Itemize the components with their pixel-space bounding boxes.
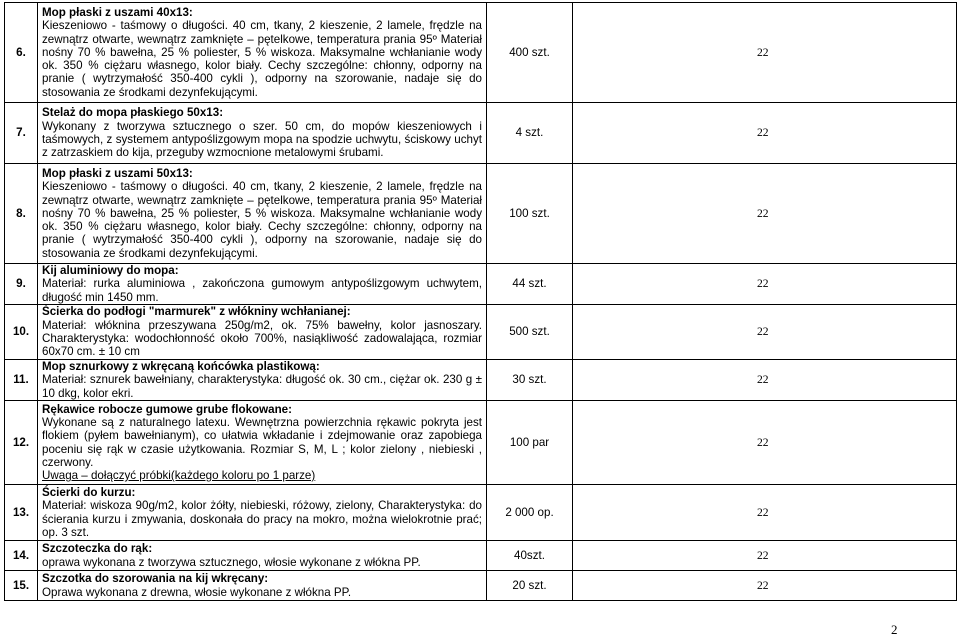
quantity-cell: 44 szt.: [487, 264, 573, 305]
table-row: [5, 103, 957, 164]
product-name: Kij aluminiowy do mopa:: [42, 264, 179, 278]
row-number: 12.: [5, 401, 38, 485]
product-details: Materiał: włóknina przeszywana 250g/m2, ok. 75% bawełny, kolor jasnoszary. Charakterystyka: wodochłonność około 700%, nasiąkliwość zadowalająca, rozmiar 60x70 cm. ± 10 cm: [42, 318, 482, 359]
product-name: Szczoteczka do rąk:: [42, 542, 153, 556]
quantity-cell: 100 par: [487, 401, 573, 485]
row-number: 15.: [5, 571, 38, 601]
product-details: Wykonany z tworzywa sztucznego o szer. 50 cm, do mopów kieszeniowych i taśmowych, z systemem antypoślizgowym mopa na spodzie uchwytu, ściskowy uchyt z zatrzaskiem do kija, przeguby wzmocnione metalowymi śrubami.: [42, 119, 482, 160]
value-cell: [573, 305, 957, 360]
sample-note: Uwaga – dołączyć próbki(każdego koloru po 1 parze): [42, 469, 316, 483]
value-cell: [573, 541, 957, 571]
value-cell: [573, 571, 957, 601]
row-number: 14.: [5, 541, 38, 571]
product-description: [38, 541, 487, 571]
table-row: [5, 485, 957, 541]
value-cell: [573, 360, 957, 401]
row-number: 7.: [5, 103, 38, 164]
product-description: [38, 103, 487, 164]
row-number: 8.: [5, 164, 38, 264]
product-name: Mop sznurkowy z wkręcaną końcówka plastikową:: [42, 360, 320, 374]
value-text: 22: [757, 548, 769, 562]
page-number: 2: [891, 622, 898, 637]
value-text: 22: [757, 277, 769, 291]
table-row: [5, 541, 957, 571]
quantity-cell: 400 szt.: [487, 3, 573, 103]
product-details: Materiał: sznurek bawełniany, charakterystyka: długość ok. 30 cm., ciężar ok. 230 g ± 10 dkg, kolor ekri.: [42, 373, 482, 400]
product-name: Stelaż do mopa płaskiego 50x13:: [42, 106, 224, 120]
value-cell: [573, 3, 957, 103]
quantity-cell: 4 szt.: [487, 103, 573, 164]
table-row: [5, 360, 957, 401]
table-row: [5, 164, 957, 264]
product-description: [38, 264, 487, 305]
product-name: Ścierki do kurzu:: [42, 485, 136, 499]
product-name: Rękawice robocze gumowe grube flokowane:: [42, 402, 292, 416]
value-text: 22: [757, 325, 769, 339]
row-number: 13.: [5, 485, 38, 541]
value-text: 22: [757, 373, 769, 387]
product-details: Oprawa wykonana z drewna, włosie wykonane z włókna PP.: [42, 585, 352, 599]
product-details: Wykonane są z naturalnego latexu. Wewnętrzna powierzchnia rękawic pokryta jest flokiem (pyłem bawełnianym), co ułatwia wkładanie i zdejmowanie oraz zapobiega poceniu się rąk w czasie użytkowania. Rozmiar S, M, L ; kolor zielony , niebieski , czerwony.: [42, 415, 482, 469]
product-description: [38, 360, 487, 401]
quantity-cell: 30 szt.: [487, 360, 573, 401]
product-spec-table: [4, 2, 957, 601]
product-description: [38, 305, 487, 360]
value-cell: [573, 401, 957, 485]
value-text: 22: [757, 206, 769, 220]
value-cell: [573, 264, 957, 305]
value-cell: [573, 164, 957, 264]
quantity-cell: 2 000 op.: [487, 485, 573, 541]
quantity-cell: 40szt.: [487, 541, 573, 571]
value-text: 22: [757, 435, 769, 449]
product-name: Ścierka do podłogi "marmurek" z włókniny wchłanianej:: [42, 305, 351, 319]
value-text: 22: [757, 45, 769, 59]
table-row: [5, 401, 957, 485]
quantity-cell: 100 szt.: [487, 164, 573, 264]
row-number: 11.: [5, 360, 38, 401]
row-number: 9.: [5, 264, 38, 305]
table-row: [5, 571, 957, 601]
row-number: 6.: [5, 3, 38, 103]
product-description: [38, 485, 487, 541]
product-details: oprawa wykonana z tworzywa sztucznego, włosie wykonane z włókna PP.: [42, 555, 421, 569]
value-text: 22: [757, 126, 769, 140]
value-cell: [573, 485, 957, 541]
table-row: [5, 3, 957, 103]
product-name: Mop płaski z uszami 50x13:: [42, 166, 193, 180]
product-name: Mop płaski z uszami 40x13:: [42, 5, 193, 19]
product-details: Materiał: rurka aluminiowa , zakończona gumowym antypoślizgowym uchwytem, długość min 1450 mm.: [42, 277, 482, 304]
quantity-cell: 500 szt.: [487, 305, 573, 360]
value-text: 22: [757, 578, 769, 592]
value-cell: [573, 103, 957, 164]
product-description: [38, 3, 487, 103]
product-details: Kieszeniowo - taśmowy o długości. 40 cm, tkany, 2 kieszenie, 2 lamele, frędzle na zewnątrz otwarte, wewnątrz zamknięte – pętelkowe, temperatura prania 95º Materiał nośny 70 % bawełna, 25 % poliester, 5 % wiskoza. Maksymalne wchłanianie wody ok. 350 % ciężaru własnego, kolor biały. Cechy szczególne: chłonny, odporny na pranie ( wytrzymałość 350-400 cykli ), odporny na szorowanie, nadaje się do stosowania ze środkami dezynfekującymi.: [42, 19, 482, 99]
table-row: [5, 264, 957, 305]
table-row: [5, 305, 957, 360]
value-text: 22: [757, 505, 769, 519]
product-details: Kieszeniowo - taśmowy o długości. 40 cm, tkany, 2 kieszenie, 2 lamele, frędzle na zewnątrz otwarte, wewnątrz zamknięte – pętelkowe, temperatura prania 95º Materiał nośny 70 % bawełna, 25 % poliester, 5 % wiskoza. Maksymalne wchłanianie wody ok. 350 % ciężaru własnego, kolor biały. Cechy szczególne: chłonny, odporny na pranie ( wytrzymałość 350-400 cykli ), odporny na szorowanie, nadaje się do stosowania ze środkami dezynfekującymi.: [42, 180, 482, 260]
product-description: [38, 401, 487, 485]
product-name: Szczotka do szorowania na kij wkręcany:: [42, 572, 269, 586]
product-details: Materiał: wiskoza 90g/m2, kolor żółty, niebieski, różowy, zielony, Charakterystyka: do ścierania kurzu i zmywania, doskonała do pracy na mokro, można wielokrotnie prać; op. 3 szt.: [42, 499, 482, 539]
row-number: 10.: [5, 305, 38, 360]
quantity-cell: 20 szt.: [487, 571, 573, 601]
product-description: [38, 571, 487, 601]
product-description: [38, 164, 487, 264]
